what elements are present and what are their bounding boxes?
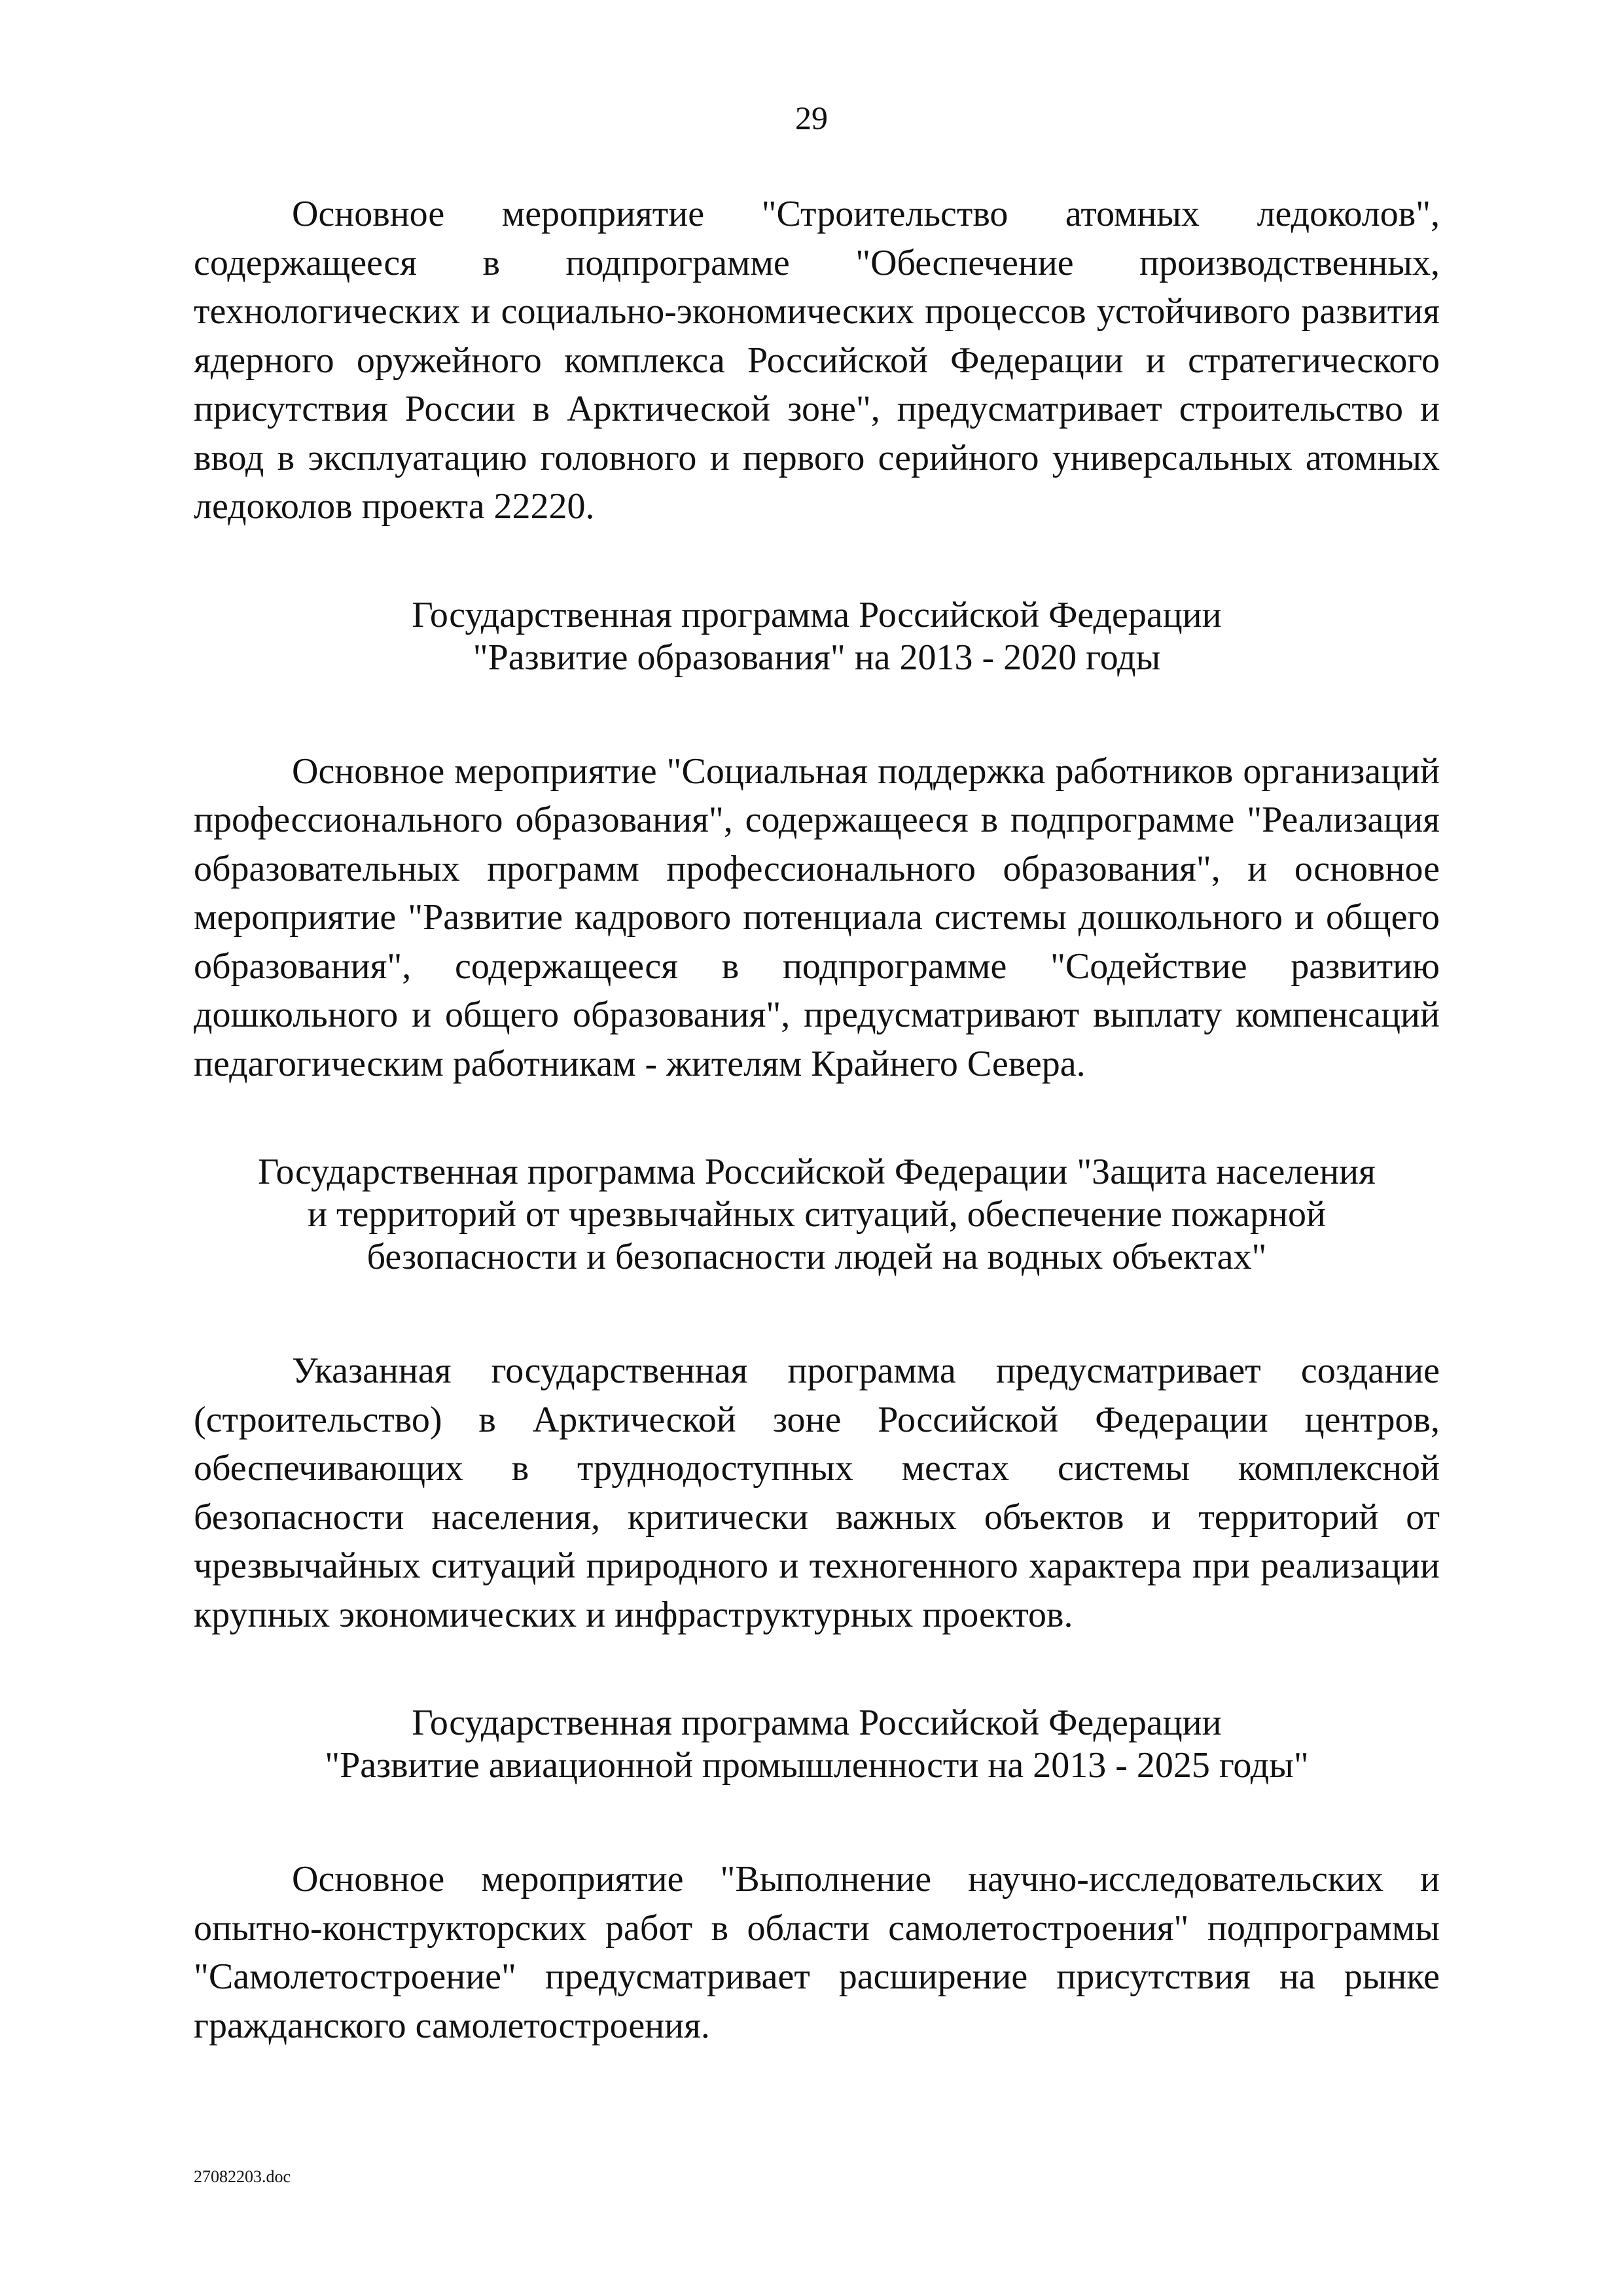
heading-line: и территорий от чрезвычайных ситуаций, обеспечение пожарной (308, 1194, 1326, 1235)
paragraph-education: Основное мероприятие "Социальная поддержка работников организаций профессионального образования", содержащееся в подпрограмме "Реализация образовательных программ профессионального образования", и основное мероприятие "Развитие кадрового потенциала системы дошкольного и общего образования", содержащееся в подпрограмме "Содействие развитию дошкольного и общего образования", предусматривают выплату компенсаций педагогическим работникам - жителям Крайнего Севера. (194, 751, 1440, 1084)
heading-line: Государственная программа Российской Федерации "Защита населения (258, 1152, 1376, 1192)
heading-education-program (194, 594, 1440, 679)
heading-line: Государственная программа Российской Федерации (412, 594, 1222, 635)
document-body (194, 190, 1440, 2050)
heading-aviation-program (194, 1702, 1440, 1787)
heading-emergency-program (194, 1151, 1440, 1279)
heading-line: "Развитие образования" на 2013 - 2020 годы (473, 637, 1161, 678)
heading-line: Государственная программа Российской Федерации (412, 1703, 1222, 1743)
paragraph-emergency: Указанная государственная программа предусматривает создание (строительство) в Арктической зоне Российской Федерации центров, обеспечивающих в труднодоступных местах системы комплексной безопасности населения, критически важных объектов и территорий от чрезвычайных ситуаций природного и техногенного характера при реализации крупных экономических и инфраструктурных проектов. (194, 1351, 1440, 1635)
page-number: 29 (795, 99, 828, 136)
document-id-footer: 27082203.doc (194, 2167, 291, 2186)
heading-line: безопасности и безопасности людей на водных объектах" (366, 1237, 1267, 1277)
heading-line: "Развитие авиационной промышленности на 2013 - 2025 годы" (325, 1745, 1309, 1786)
paragraph-icebreakers: Основное мероприятие "Строительство атомных ледоколов", содержащееся в подпрограмме "Обеспечение производственных, технологических и социально-экономических процессов устойчивого развития ядерного оружейного комплекса Российской Федерации и стратегического присутствия России в Арктической зоне", предусматривает строительство и ввод в эксплуатацию головного и первого серийного универсальных атомных ледоколов проекта 22220. (194, 194, 1440, 527)
paragraph-aviation: Основное мероприятие "Выполнение научно-исследовательских и опытно-конструкторских работ в области самолетостроения" подпрограммы "Самолетостроение" предусматривает расширение присутствия на рынке гражданского самолетостроения. (194, 1859, 1440, 2046)
